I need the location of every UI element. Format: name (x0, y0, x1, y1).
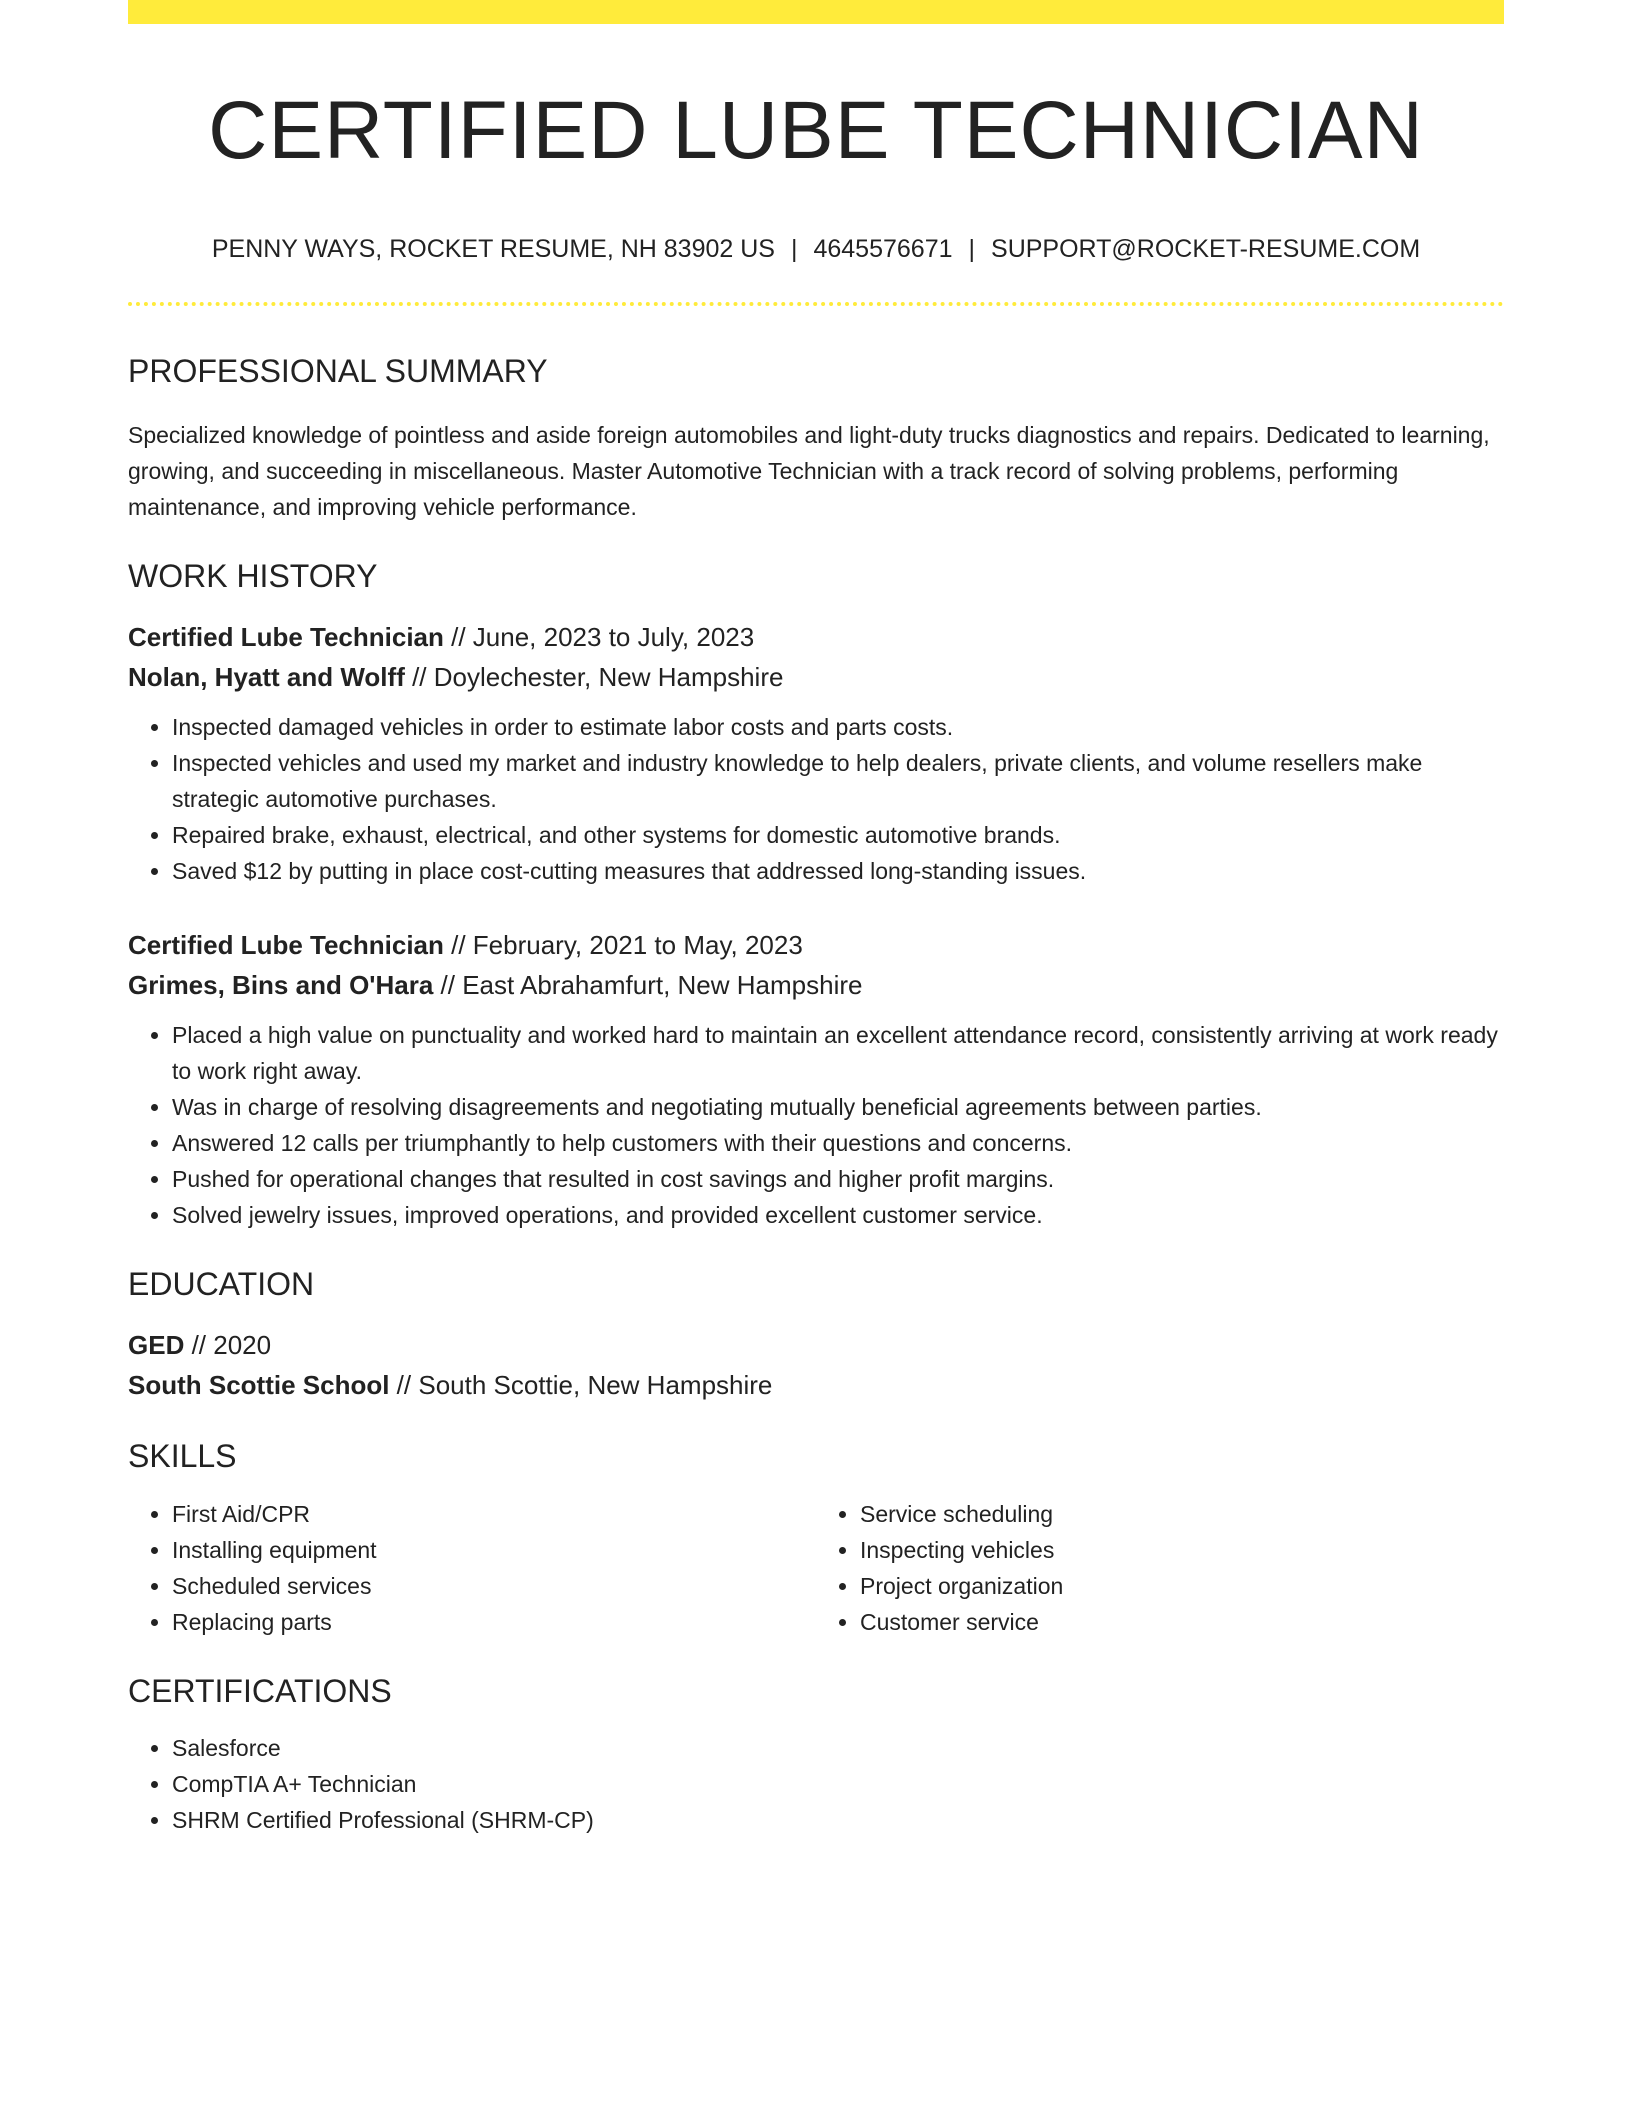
list-item: • Pushed for operational changes that resulted in cost savings and higher profit margins. (172, 1161, 1504, 1197)
skills-left-list (128, 1496, 816, 1640)
list-item: • Service scheduling (860, 1496, 1504, 1532)
summary-text: Specialized knowledge of pointless and aside foreign automobiles and light-duty trucks diagnostics and repairs. Dedicated to learning, growing, and succeeding in miscellaneous. Master Automotive Technician with a track record of solving problems, performing maintenance, and improving vehicle performance. (128, 421, 1490, 520)
job-company-line (128, 657, 1504, 697)
job-entry (128, 617, 1504, 889)
list-item: • First Aid/CPR (172, 1496, 816, 1532)
job-dates: // June, 2023 to July, 2023 (443, 621, 755, 652)
education-school: South Scottie School (128, 1370, 390, 1401)
list-item: • Solved jewelry issues, improved operations, and provided excellent customer service. (172, 1197, 1504, 1233)
list-item: • CompTIA A+ Technician (172, 1766, 1504, 1802)
job-role-line (128, 617, 1504, 657)
list-item: • Inspected vehicles and used my market and industry knowledge to help dealers, private clients, and volume resellers make strategic automotive purchases. (172, 745, 1504, 817)
list-item: • Inspecting vehicles (860, 1532, 1504, 1568)
job-company: Nolan, Hyatt and Wolff (128, 661, 405, 692)
list-item: • Inspected damaged vehicles in order to estimate labor costs and parts costs. (172, 709, 1504, 745)
list-item: • SHRM Certified Professional (SHRM-CP) (172, 1802, 1504, 1838)
education-location: // South Scottie, New Hampshire (389, 1370, 773, 1401)
list-item: • Replacing parts (172, 1604, 816, 1640)
contact-email: SUPPORT@ROCKET-RESUME.COM (991, 235, 1421, 264)
contact-line (128, 234, 1504, 264)
skills-columns (128, 1496, 1504, 1640)
list-item: • Saved $12 by putting in place cost-cutting measures that addressed long-standing issues. (172, 853, 1504, 889)
section-title-summary: PROFESSIONAL SUMMARY (128, 353, 548, 390)
education-entry (128, 1325, 1504, 1405)
education-degree-line (128, 1325, 1504, 1365)
job-company: Grimes, Bins and O'Hara (128, 969, 434, 1000)
job-bullets (128, 709, 1504, 889)
education-school-line (128, 1365, 1504, 1405)
skills-right-list (816, 1496, 1504, 1640)
contact-separator: | (790, 235, 798, 264)
list-item: • Scheduled services (172, 1568, 816, 1604)
education-year: // 2020 (184, 1330, 272, 1361)
section-title-work-history: WORK HISTORY (128, 557, 378, 594)
certifications-list (128, 1730, 1504, 1838)
dotted-divider (128, 302, 1504, 306)
job-company-line (128, 965, 1504, 1005)
list-item: • Customer service (860, 1604, 1504, 1640)
list-item: • Salesforce (172, 1730, 1504, 1766)
contact-separator: | (968, 235, 976, 264)
education-degree: GED (128, 1330, 185, 1361)
section-title-certifications: CERTIFICATIONS (128, 1672, 392, 1709)
list-item: • Answered 12 calls per triumphantly to help customers with their questions and concerns. (172, 1125, 1504, 1161)
section-title-skills: SKILLS (128, 1438, 237, 1475)
section-title-education: EDUCATION (128, 1265, 315, 1302)
contact-address: PENNY WAYS, ROCKET RESUME, NH 83902 US (211, 235, 775, 264)
list-item: • Was in charge of resolving disagreements and negotiating mutually beneficial agreements between parties. (172, 1089, 1504, 1125)
job-role-line (128, 925, 1504, 965)
list-item: • Placed a high value on punctuality and worked hard to maintain an excellent attendance record, consistently arriving at work ready to work right away. (172, 1017, 1504, 1089)
list-item: • Repaired brake, exhaust, electrical, and other systems for domestic automotive brands. (172, 817, 1504, 853)
job-location: // Doylechester, New Hampshire (404, 661, 784, 692)
job-bullets (128, 1017, 1504, 1233)
job-role: Certified Lube Technician (128, 621, 444, 652)
job-entry (128, 925, 1504, 1233)
list-item: • Installing equipment (172, 1532, 816, 1568)
job-location: // East Abrahamfurt, New Hampshire (433, 969, 863, 1000)
resume-page (128, 0, 1504, 1838)
accent-top-bar (128, 0, 1504, 24)
contact-phone: 4645576671 (813, 235, 953, 264)
list-item: • Project organization (860, 1568, 1504, 1604)
job-dates: // February, 2021 to May, 2023 (443, 929, 803, 960)
resume-title: CERTIFIED LUBE TECHNICIAN (208, 85, 1424, 176)
job-role: Certified Lube Technician (128, 929, 444, 960)
